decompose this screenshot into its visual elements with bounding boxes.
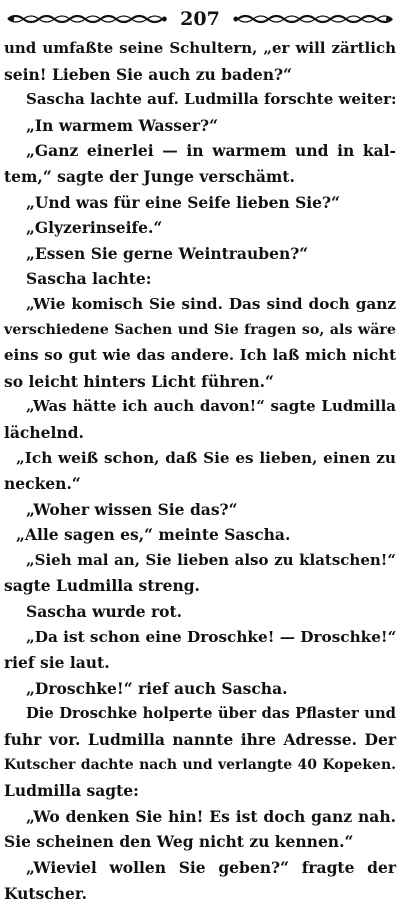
- right-ornament: [230, 12, 394, 26]
- text-line: „Und was für eine Seife lieben Sie?“: [26, 192, 341, 212]
- text-line: Sie scheinen den Weg nicht zu kennen.“: [4, 832, 354, 852]
- text-line: rief sie laut.: [4, 653, 110, 673]
- text-line: fuhr vor. Ludmilla nannte ihre Adresse. Der: [4, 730, 396, 750]
- text-line: „Wieviel wollen Sie geben?“ fragte der: [26, 858, 396, 877]
- text-line: sein! Lieben Sie auch zu baden?“: [4, 64, 293, 84]
- page-header: [6, 6, 394, 32]
- text-line: „Ich weiß schon, daß Sie es lieben, einen zu: [16, 448, 396, 467]
- left-ornament: [6, 12, 170, 26]
- text-line: Kutscher dachte nach und verlangte 40 Kopeken.: [4, 756, 396, 773]
- text-line: „Ganz einerlei — in warmem und in kal-: [26, 141, 396, 161]
- text-line: verschiedene Sachen und Sie fragen so, als wäre: [4, 321, 396, 338]
- text-line: tem,“ sagte der Junge verschämt.: [4, 166, 295, 186]
- text-line: „Glyzerinseife.“: [26, 218, 163, 238]
- text-line: Sascha lachte auf. Ludmilla forschte weiter:: [26, 90, 397, 109]
- text-line: Die Droschke holperte über das Pflaster und: [26, 705, 396, 723]
- text-line: „Wo denken Sie hin! Es ist doch ganz nah.: [26, 806, 396, 826]
- text-line: „Droschke!“ rief auch Sascha.: [26, 678, 288, 698]
- text-line: „Wie komisch Sie sind. Das sind doch ganz: [26, 294, 396, 313]
- text-line: so leicht hinters Licht führen.“: [4, 371, 274, 391]
- text-line: und umfaßte seine Schultern, „er will zärtlich: [4, 39, 396, 57]
- text-line: „In warmem Wasser?“: [26, 115, 219, 135]
- text-line: sagte Ludmilla streng.: [4, 576, 200, 596]
- page-number: 207: [180, 8, 220, 30]
- text-line: „Was hätte ich auch davon!“ sagte Ludmilla: [26, 397, 396, 416]
- text-line: „Woher wissen Sie das?“: [26, 499, 238, 519]
- text-line: „Sieh mal an, Sie lieben also zu klatschen!“: [26, 550, 396, 569]
- body-text: [4, 36, 396, 906]
- text-line: Sascha lachte:: [26, 269, 152, 289]
- text-line: eins so gut wie das andere. Ich laß mich nicht: [4, 346, 396, 365]
- text-line: Kutscher.: [4, 883, 87, 903]
- text-line: „Alle sagen es,“ meinte Sascha.: [16, 525, 291, 545]
- text-line: „Da ist schon eine Droschke! — Droschke!“: [26, 627, 397, 646]
- text-line: necken.“: [4, 474, 81, 494]
- text-line: Sascha wurde rot.: [26, 602, 183, 622]
- text-line: Ludmilla sagte:: [4, 781, 139, 801]
- text-line: lächelnd.: [4, 422, 84, 442]
- text-line: „Essen Sie gerne Weintrauben?“: [26, 243, 309, 263]
